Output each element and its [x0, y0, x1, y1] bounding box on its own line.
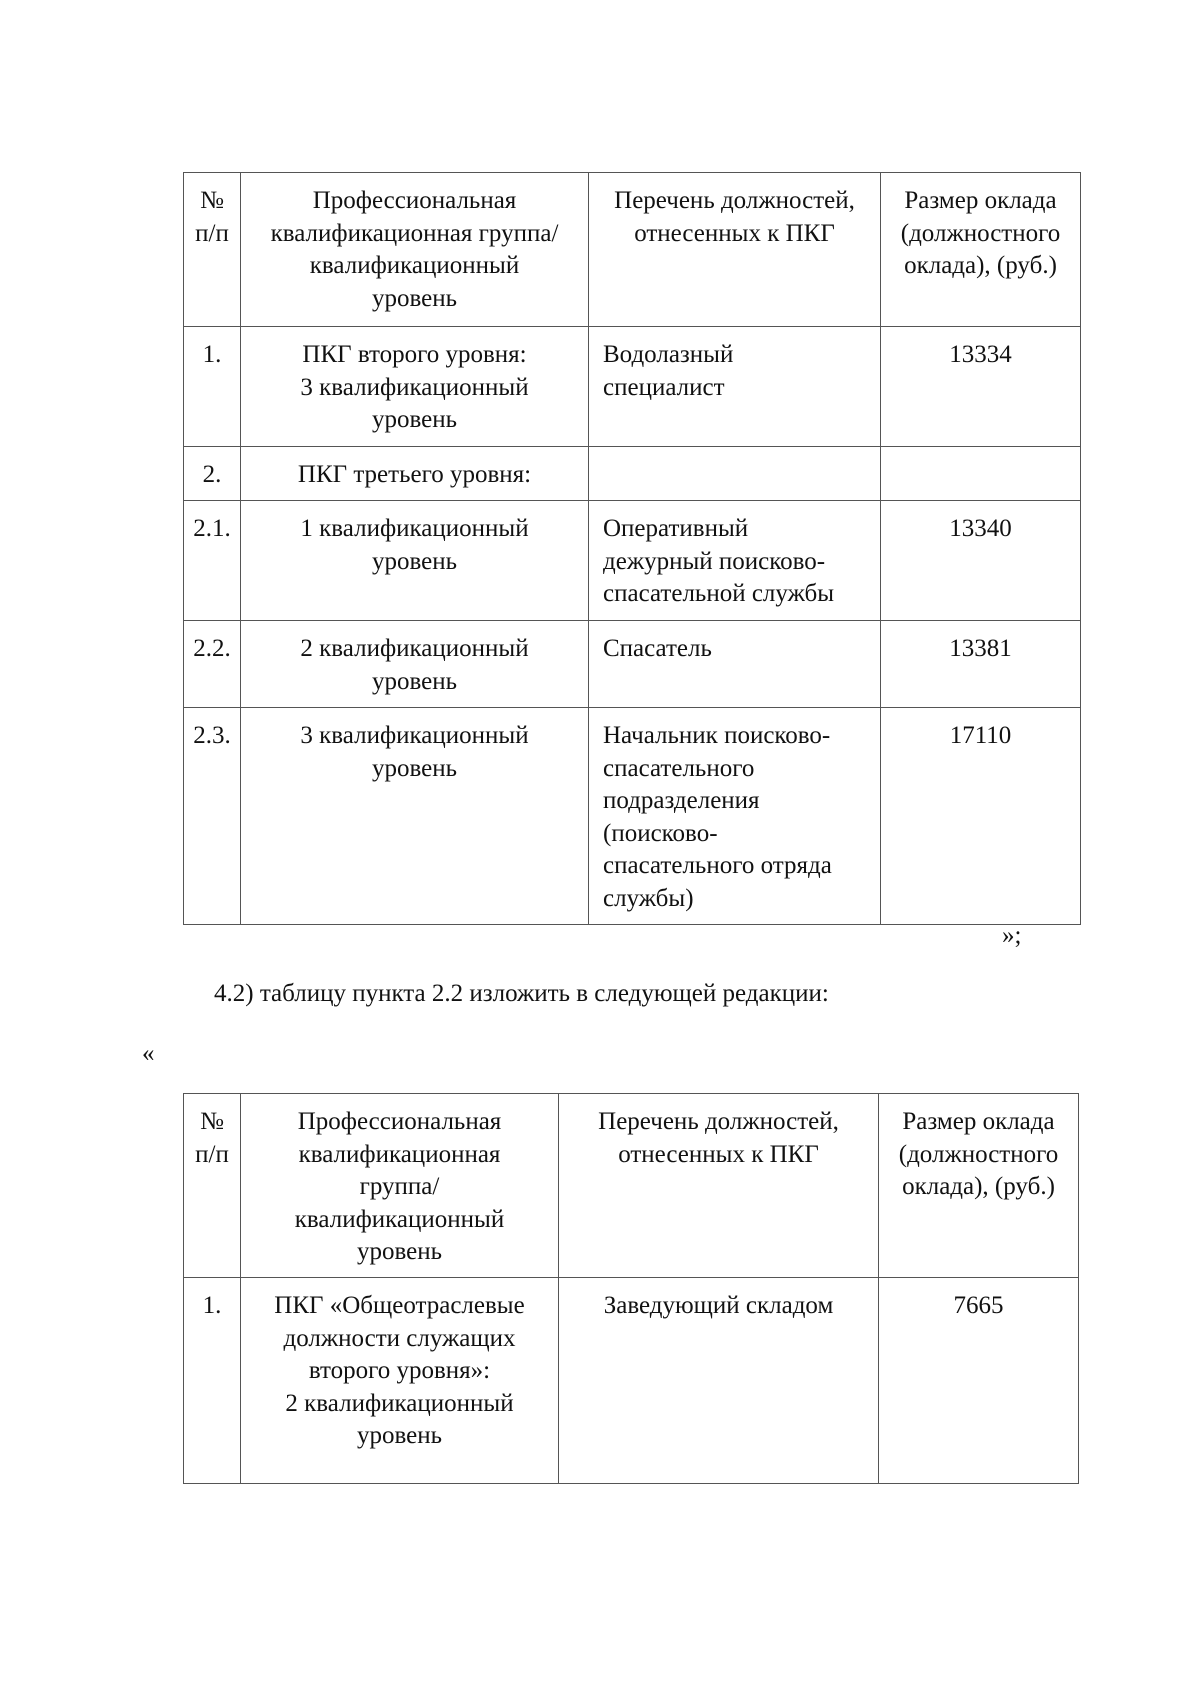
- closing-quote: »;: [1002, 922, 1022, 949]
- cell-number: 2.2.: [184, 621, 241, 708]
- cell-number: 2.1.: [184, 501, 241, 621]
- cell-salary: 13381: [881, 621, 1081, 708]
- table-row: [184, 327, 1081, 447]
- header-salary: Размер оклада (должностного оклада), (руб.): [879, 1094, 1079, 1278]
- table-row: [184, 708, 1081, 925]
- table-row: [184, 501, 1081, 621]
- cell-salary: [881, 447, 1081, 501]
- amendment-paragraph: 4.2) таблицу пункта 2.2 изложить в следующей редакции:: [214, 980, 829, 1007]
- cell-number: 1.: [184, 327, 241, 447]
- header-positions: Перечень должностей, отнесенных к ПКГ: [559, 1094, 879, 1278]
- cell-qualification-group: ПКГ второго уровня: 3 квалификационный уровень: [241, 327, 589, 447]
- cell-positions: Водолазный специалист: [589, 327, 881, 447]
- cell-number: 1.: [184, 1278, 241, 1484]
- salary-table-2: [183, 1093, 1079, 1484]
- header-qualification-group: Профессиональная квалификационная группа/ квалификационный уровень: [241, 1094, 559, 1278]
- cell-number: 2.: [184, 447, 241, 501]
- cell-qualification-group: 3 квалификационный уровень: [241, 708, 589, 925]
- header-number: № п/п: [184, 1094, 241, 1278]
- opening-quote: «: [142, 1040, 155, 1067]
- cell-qualification-group: ПКГ третьего уровня:: [241, 447, 589, 501]
- cell-salary: 13340: [881, 501, 1081, 621]
- cell-positions: [589, 447, 881, 501]
- header-salary: Размер оклада (должностного оклада), (руб.): [881, 173, 1081, 327]
- header-qualification-group: Профессиональная квалификационная группа/ квалификационный уровень: [241, 173, 589, 327]
- header-positions: Перечень должностей, отнесенных к ПКГ: [589, 173, 881, 327]
- table-row: [184, 1278, 1079, 1484]
- cell-positions: Оперативный дежурный поисково- спасательной службы: [589, 501, 881, 621]
- cell-salary: 13334: [881, 327, 1081, 447]
- table-row: [184, 447, 1081, 501]
- cell-positions: Спасатель: [589, 621, 881, 708]
- header-number: № п/п: [184, 173, 241, 327]
- table-row: [184, 621, 1081, 708]
- cell-qualification-group: ПКГ «Общеотраслевые должности служащих второго уровня»: 2 квалификационный уровень: [241, 1278, 559, 1484]
- cell-positions: Заведующий складом: [559, 1278, 879, 1484]
- table-header-row: [184, 173, 1081, 327]
- salary-table-1: [183, 172, 1081, 925]
- cell-number: 2.3.: [184, 708, 241, 925]
- table-header-row: [184, 1094, 1079, 1278]
- cell-positions: Начальник поисково- спасательного подразделения (поисково- спасательного отряда службы): [589, 708, 881, 925]
- cell-salary: 7665: [879, 1278, 1079, 1484]
- cell-qualification-group: 2 квалификационный уровень: [241, 621, 589, 708]
- cell-qualification-group: 1 квалификационный уровень: [241, 501, 589, 621]
- cell-salary: 17110: [881, 708, 1081, 925]
